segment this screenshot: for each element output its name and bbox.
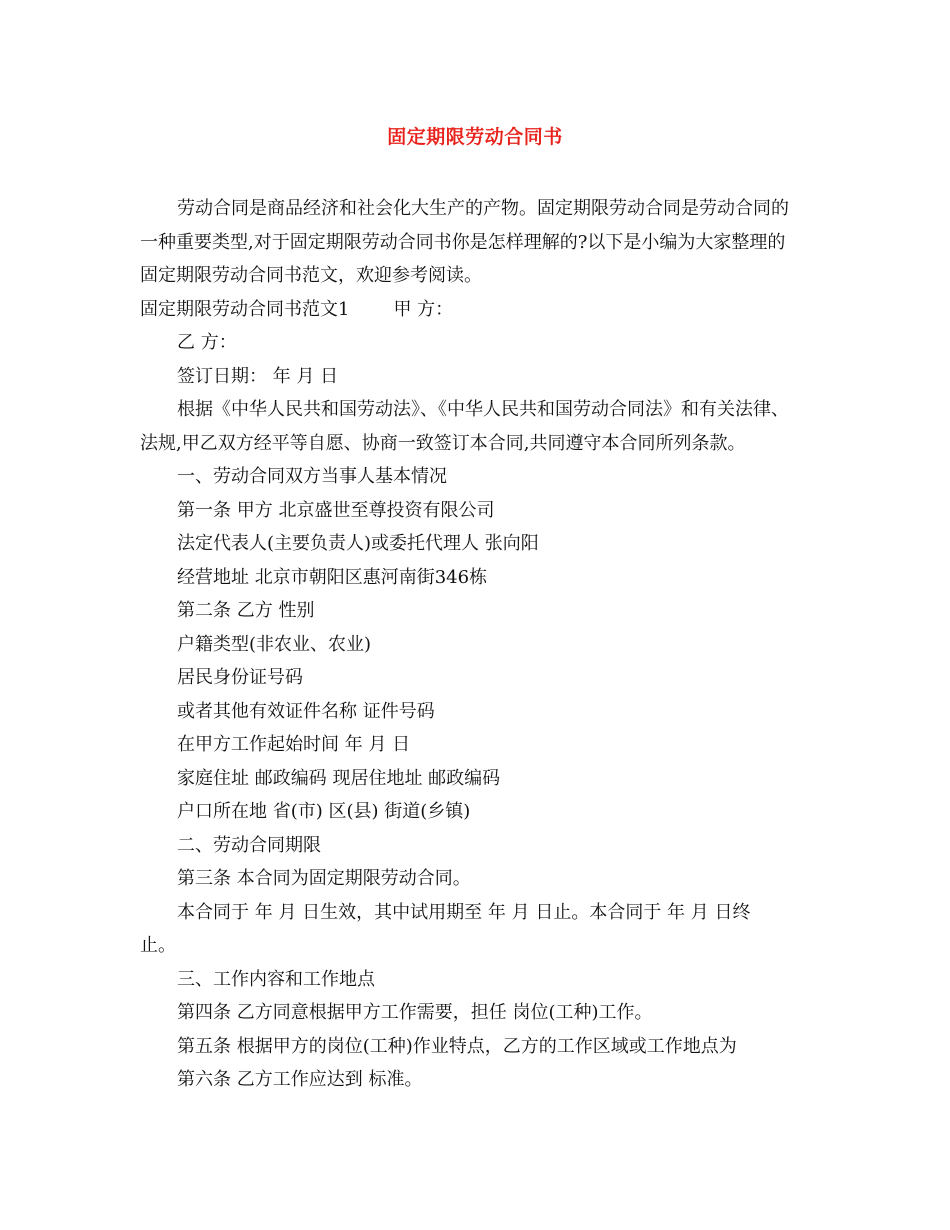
household-type: 户籍类型(非农业、农业) — [177, 633, 372, 655]
term-line-1: 本合同于 年 月 日生效，其中试用期至 年 月 日止。本合同于 年 月 日终 — [177, 901, 751, 923]
term-line-2: 止。 — [140, 935, 176, 956]
preamble-line-1: 根据《中华人民共和国劳动法》、《中华人民共和国劳动合同法》和有关法律、 — [177, 399, 789, 420]
intro-line-3: 固定期限劳动合同书范文，欢迎参考阅读。 — [140, 265, 482, 286]
home-address: 家庭住址 邮政编码 现居住地址 邮政编码 — [177, 767, 501, 789]
section-heading-2: 二、劳动合同期限 — [177, 834, 321, 856]
article-3: 第三条 本合同为固定期限劳动合同。 — [177, 868, 471, 889]
party-a-label: 甲 方： — [393, 298, 454, 320]
sample-heading-line — [140, 293, 830, 327]
start-date: 在甲方工作起始时间 年 月 日 — [177, 734, 411, 755]
id-number: 居民身份证号码 — [177, 667, 303, 688]
other-id: 或者其他有效证件名称 证件号码 — [177, 700, 435, 722]
intro-line-2: 一种重要类型,对于固定期限劳动合同书你是怎样理解的?以下是小编为大家整理的 — [140, 231, 786, 253]
party-b-label: 乙 方： — [177, 332, 237, 353]
sign-date: 签订日期： 年 月 日 — [177, 365, 339, 387]
document-body — [140, 192, 830, 1097]
sample-heading: 固定期限劳动合同书范文1 — [140, 298, 350, 320]
hukou-location: 户口所在地 省(市) 区(县) 街道(乡镇) — [177, 801, 471, 822]
preamble-line-2: 法规,甲乙双方经平等自愿、协商一致签订本合同,共同遵守本合同所列条款。 — [140, 432, 746, 454]
legal-representative: 法定代表人(主要负责人)或委托代理人 张向阳 — [177, 533, 539, 554]
intro-line-1: 劳动合同是商品经济和社会化大生产的产物。固定期限劳动合同是劳动合同的 — [177, 198, 789, 219]
article-2: 第二条 乙方 性别 — [177, 600, 315, 621]
section-heading-3: 三、工作内容和工作地点 — [177, 968, 375, 990]
section-heading-1: 一、劳动合同双方当事人基本情况 — [177, 466, 447, 487]
article-1: 第一条 甲方 北京盛世至尊投资有限公司 — [177, 499, 495, 521]
article-6: 第六条 乙方工作应达到 标准。 — [177, 1069, 423, 1090]
business-address: 经营地址 北京市朝阳区惠河南街346栋 — [177, 566, 488, 588]
article-4: 第四条 乙方同意根据甲方工作需要，担任 岗位(工种)工作。 — [177, 1002, 653, 1023]
document-title: 固定期限劳动合同书 — [387, 126, 563, 148]
article-5: 第五条 根据甲方的岗位(工种)作业特点，乙方的工作区域或工作地点为 — [177, 1035, 737, 1057]
